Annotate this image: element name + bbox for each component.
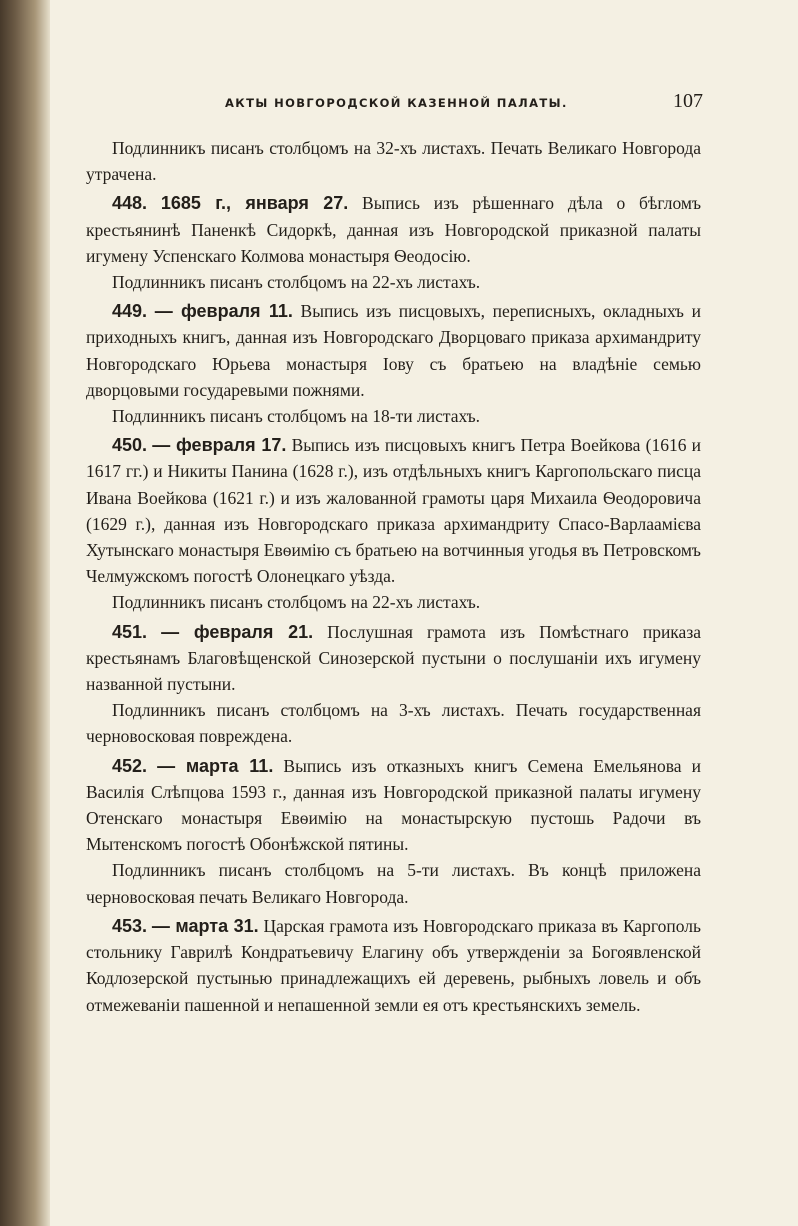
entry-text: Выпись изъ писцовыхъ, переписныхъ, окладныхъ и приходныхъ книгъ, данная изъ Новгородскаго Дворцоваго приказа архимандриту Новгородскаго Юрьева монастыря Іову съ братьею на владѣніе семью дворцовыми государевыми пожнями. bbox=[86, 301, 701, 400]
entry-453 bbox=[86, 913, 701, 1018]
note-paragraph bbox=[86, 135, 701, 187]
note-text: Подлинникъ писанъ столбцомъ на 18-ти листахъ. bbox=[112, 406, 481, 427]
note-paragraph bbox=[86, 697, 701, 749]
entry-text: Выпись изъ рѣшеннаго дѣла о бѣгломъ крестьянинѣ Паненкѣ Сидоркѣ, данная изъ Новгородской приказной палаты игумену Успенскаго Колмова монастыря Ѳеодосію. bbox=[86, 193, 701, 266]
entry-date: — февраля 11. bbox=[154, 301, 293, 322]
entry-text: Выпись изъ отказныхъ книгъ Семена Емельянова и Василія Слѣпцова 1593 г., данная изъ Новгородской приказной палаты игумену Отенскаго монастыря Евѳимію на монастырскую пустошь Радочи въ Мытенскомъ погостѣ Обонѣжской пятины. bbox=[86, 755, 701, 855]
entry-number: 451. bbox=[112, 621, 148, 642]
entry-450 bbox=[86, 432, 701, 589]
entry-451 bbox=[86, 619, 701, 698]
entry-date: 1685 г., января 27. bbox=[160, 193, 349, 214]
note-paragraph bbox=[86, 403, 701, 429]
entry-449 bbox=[86, 298, 701, 403]
entry-date: — марта 11. bbox=[157, 755, 274, 776]
note-text: Подлинникъ писанъ столбцомъ на 3-хъ листахъ. Печать государственная черновосковая повреждена. bbox=[86, 700, 701, 747]
page-number: 107 bbox=[673, 90, 703, 112]
entry-number: 449. bbox=[112, 301, 148, 322]
entry-date: — февраля 17. bbox=[152, 435, 287, 456]
entry-text: Послушная грамота изъ Помѣстнаго приказа крестьянамъ Благовѣщенской Синозерской пустыни о послушаніи ихъ игумену названной пустыни. bbox=[86, 621, 701, 695]
note-text: Подлинникъ писанъ столбцомъ на 32-хъ листахъ. Печать Великаго Новгорода утрачена. bbox=[86, 138, 701, 185]
entry-452 bbox=[86, 753, 701, 858]
body-text bbox=[86, 135, 701, 1018]
entry-date: — марта 31. bbox=[151, 915, 259, 936]
entry-number: 450. bbox=[112, 435, 148, 456]
book-binding-shadow bbox=[0, 0, 50, 1226]
book-page bbox=[50, 0, 798, 1226]
note-paragraph bbox=[86, 589, 701, 615]
page-header bbox=[225, 90, 703, 116]
entry-text: Царская грамота изъ Новгородскаго приказа въ Каргополь стольнику Гаврилѣ Кондратьевичу Елагину объ утвержденіи за Богоявленской Кодлозерской пустынью принадлежащихъ ей деревень, рыбныхъ ловель и объ отмежеваніи пашенной и непашенной земли ея отъ крестьянскихъ земель. bbox=[86, 915, 701, 1015]
note-paragraph bbox=[86, 269, 701, 295]
running-title: АКТЫ НОВГОРОДСКОЙ КАЗЕННОЙ ПАЛАТЫ. bbox=[225, 96, 568, 110]
note-paragraph bbox=[86, 857, 701, 909]
note-text: Подлинникъ писанъ столбцомъ на 5-ти листахъ. Въ концѣ приложена черновосковая печать Великаго Новгорода. bbox=[86, 860, 701, 907]
entry-number: 448. bbox=[112, 193, 148, 214]
entry-text: Выпись изъ писцовыхъ книгъ Петра Воейкова (1616 и 1617 гг.) и Никиты Панина (1628 г.), изъ отдѣльныхъ книгъ Каргопольскаго писца Ивана Воейкова (1621 г.) и изъ жалованной грамоты царя Михаила Ѳеодоровича (1629 г.), данная изъ Новгородскаго приказа архимандриту Спасо-Варлаамієва Хутынскаго монастыря Евѳимію съ братьею на вотчинныя угодья въ Петровскомъ Челмужскомъ погостѣ Олонецкаго уѣзда. bbox=[86, 435, 701, 587]
entry-number: 452. bbox=[112, 755, 148, 776]
note-text: Подлинникъ писанъ столбцомъ на 22-хъ листахъ. bbox=[112, 272, 481, 293]
entry-number: 453. bbox=[112, 915, 148, 936]
entry-date: — февраля 21. bbox=[161, 621, 314, 642]
entry-448 bbox=[86, 190, 701, 269]
note-text: Подлинникъ писанъ столбцомъ на 22-хъ листахъ. bbox=[112, 592, 481, 613]
